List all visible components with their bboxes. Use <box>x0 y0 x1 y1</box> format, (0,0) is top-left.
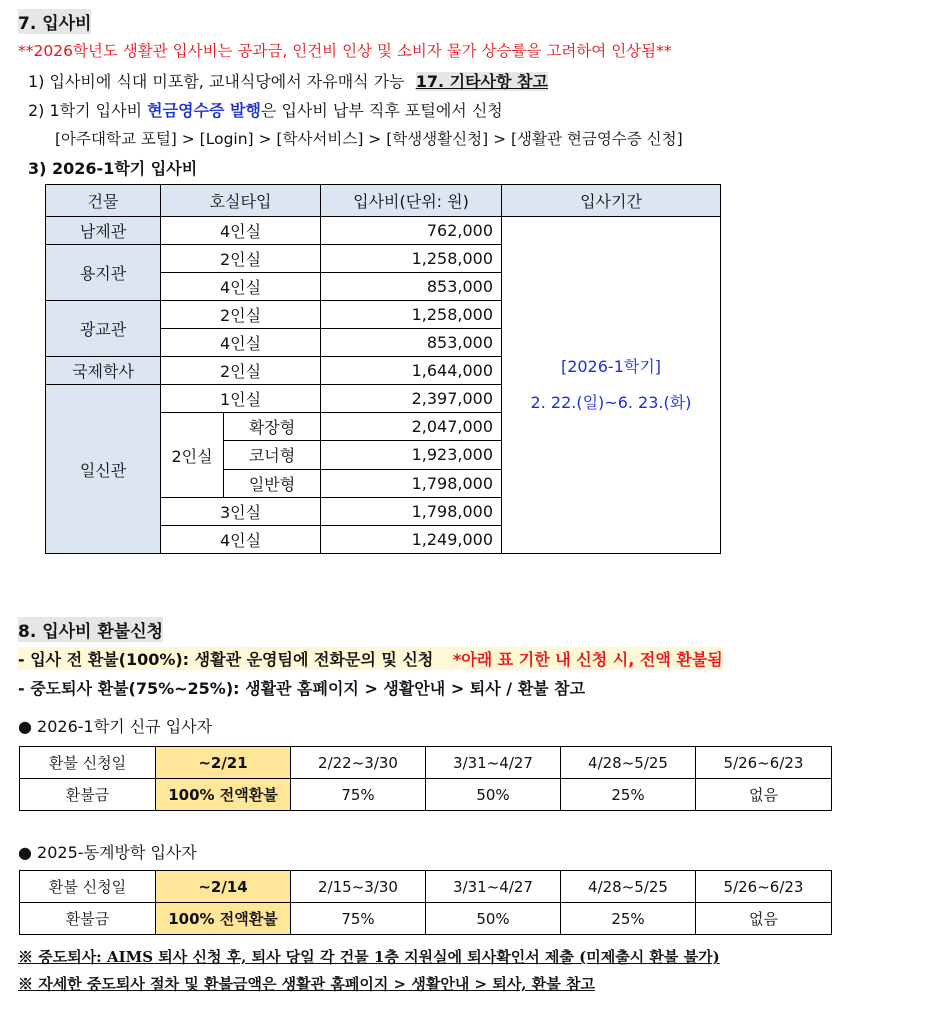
period-term: [2026-1학기] <box>560 357 662 376</box>
period-cell <box>502 217 721 554</box>
refund-date: 2/22~3/30 <box>291 747 426 779</box>
room-type: 2인실 <box>161 245 321 273</box>
table-row <box>46 217 721 245</box>
refund-line1-text: - 입사 전 환불(100%): 생활관 운영팀에 전화문의 및 신청 <box>18 650 434 669</box>
refund-amount: 100% 전액환불 <box>156 903 291 935</box>
fee-value: 1,798,000 <box>321 498 502 526</box>
item1-reference: 17. 기타사항 참고 <box>415 72 548 91</box>
building-intl: 국제학사 <box>46 357 161 385</box>
fee-value: 1,798,000 <box>321 469 502 497</box>
fee-table-header <box>46 185 721 217</box>
refund-line2: - 중도퇴사 환불(75%~25%): 생활관 홈페이지 > 생활안내 > 퇴사 / 환불 참고 <box>18 679 586 698</box>
room-type: 4인실 <box>161 526 321 554</box>
building-namje: 남제관 <box>46 217 161 245</box>
refund-amount: 75% <box>291 903 426 935</box>
room-type: 4인실 <box>161 217 321 245</box>
section7-title: 7. 입사비 <box>18 9 91 34</box>
fee-value: 1,258,000 <box>321 245 502 273</box>
room-type: 4인실 <box>161 329 321 357</box>
refund-date: ~2/21 <box>156 747 291 779</box>
refund-date-label: 환불 신청일 <box>20 871 156 903</box>
fee-value: 1,644,000 <box>321 357 502 385</box>
item3-title: 3) 2026-1학기 입사비 <box>28 159 198 178</box>
fee-value: 2,047,000 <box>321 413 502 441</box>
item2-highlight: 현금영수증 발행 <box>147 101 261 120</box>
fee-table <box>45 184 721 554</box>
period-dates: 2. 22.(일)~6. 23.(화) <box>530 393 692 412</box>
refund-amount: 50% <box>426 779 561 811</box>
footnote-details: ※ 자세한 중도퇴사 절차 및 환불금액은 생활관 홈페이지 > 생활안내 > 퇴사, 환불 참고 <box>18 975 595 993</box>
refund-date: 5/26~6/23 <box>696 747 832 779</box>
refund-amount-label: 환불금 <box>20 903 156 935</box>
refund-table-2026 <box>19 746 832 811</box>
group2-title: ● 2025-동계방학 입사자 <box>18 843 197 862</box>
refund-date: 5/26~6/23 <box>696 871 832 903</box>
item2-suffix: 은 입사비 납부 직후 포털에서 신청 <box>260 101 503 120</box>
table-row <box>20 779 832 811</box>
table-row <box>20 871 832 903</box>
room-type: 2인실 <box>161 301 321 329</box>
refund-amount: 25% <box>561 779 696 811</box>
header-building: 건물 <box>46 185 161 217</box>
room-type-double: 2인실 <box>161 413 224 497</box>
table-row <box>20 903 832 935</box>
refund-date: 4/28~5/25 <box>561 871 696 903</box>
ilsin-double-group <box>161 413 321 498</box>
refund-date: ~2/14 <box>156 871 291 903</box>
refund-table-2025-winter <box>19 870 832 935</box>
room-subtype: 코너형 <box>224 441 321 469</box>
refund-line1 <box>18 647 723 670</box>
refund-date: 2/15~3/30 <box>291 871 426 903</box>
header-room-type: 호실타입 <box>161 185 321 217</box>
refund-date-label: 환불 신청일 <box>20 747 156 779</box>
refund-amount: 없음 <box>696 779 832 811</box>
fee-value: 762,000 <box>321 217 502 245</box>
fee-value: 2,397,000 <box>321 385 502 413</box>
fee-value: 1,923,000 <box>321 441 502 469</box>
footnote-withdrawal: ※ 중도퇴사: AIMS 퇴사 신청 후, 퇴사 당일 각 건물 1층 지원실에 퇴사확인서 제출 (미제출시 환불 불가) <box>18 948 720 966</box>
section8-title: 8. 입사비 환불신청 <box>18 617 163 642</box>
ilsin-double-subtable <box>161 413 320 497</box>
item2-prefix: 2) 1학기 입사비 <box>28 101 143 120</box>
refund-amount: 50% <box>426 903 561 935</box>
room-subtype: 확장형 <box>224 413 321 441</box>
fee-increase-notice: **2026학년도 생활관 입사비는 공과금, 인건비 인상 및 소비자 물가 상승률을 고려하여 인상됨** <box>18 42 672 60</box>
building-ilsin: 일신관 <box>46 385 161 554</box>
refund-date: 4/28~5/25 <box>561 747 696 779</box>
fee-value: 853,000 <box>321 329 502 357</box>
room-type: 3인실 <box>161 498 321 526</box>
room-subtype: 일반형 <box>248 474 296 494</box>
refund-amount: 100% 전액환불 <box>156 779 291 811</box>
room-type: 1인실 <box>161 385 321 413</box>
refund-amount: 25% <box>561 903 696 935</box>
refund-date: 3/31~4/27 <box>426 747 561 779</box>
header-fee: 입사비(단위: 원) <box>321 185 502 217</box>
fee-value: 1,249,000 <box>321 526 502 554</box>
refund-amount: 75% <box>291 779 426 811</box>
refund-amount: 없음 <box>696 903 832 935</box>
group1-title: ● 2026-1학기 신규 입사자 <box>18 717 213 736</box>
refund-line1-note: *아래 표 기한 내 신청 시, 전액 환불됨 <box>452 650 723 669</box>
building-gwanggyo: 광교관 <box>46 301 161 357</box>
table-row <box>20 747 832 779</box>
portal-path: [아주대학교 포털] > [Login] > [학사서비스] > [학생생활신청] > [생활관 현금영수증 신청] <box>55 130 683 148</box>
refund-date: 3/31~4/27 <box>426 871 561 903</box>
item1-text: 1) 입사비에 식대 미포함, 교내식당에서 자유매식 가능 <box>28 72 405 91</box>
room-type: 2인실 <box>161 357 321 385</box>
refund-amount-label: 환불금 <box>20 779 156 811</box>
building-yongji: 용지관 <box>46 245 161 301</box>
item1 <box>28 69 548 92</box>
header-period: 입사기간 <box>502 185 721 217</box>
fee-value: 1,258,000 <box>321 301 502 329</box>
item2 <box>28 98 503 121</box>
room-type: 4인실 <box>161 273 321 301</box>
fee-value: 853,000 <box>321 273 502 301</box>
